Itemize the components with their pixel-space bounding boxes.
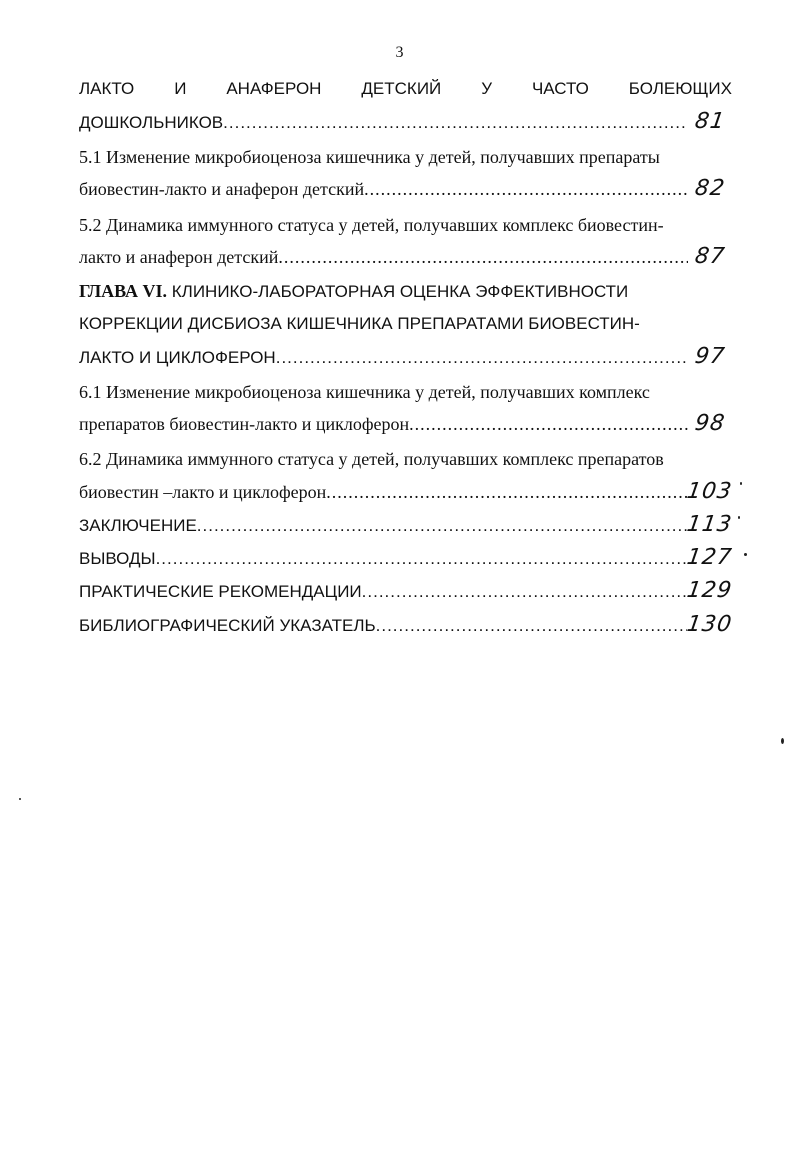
toc-entry-6-2-line1 [79, 444, 732, 474]
dot-leader [223, 108, 688, 138]
toc-entry-label: КЛИНИКО-ЛАБОРАТОРНАЯ ОЦЕНКА ЭФФЕКТИВНОСТИ [171, 282, 629, 301]
dot-leader [364, 174, 688, 204]
toc-entry-conclusion [79, 510, 732, 540]
toc-entry-label: БИБЛИОГРАФИЧЕСКИЙ УКАЗАТЕЛЬ [79, 616, 376, 635]
toc-word: ДЕТСКИЙ [361, 79, 442, 98]
toc-entry-6-1-line2 [79, 409, 732, 439]
toc-entry-chapter6-line3 [79, 342, 732, 372]
dot-leader [197, 511, 687, 541]
scan-speck [19, 798, 21, 800]
dot-leader [376, 611, 687, 641]
handwritten-page-number: 113 [685, 512, 734, 537]
scan-speck [744, 553, 747, 556]
toc-word: И [174, 79, 187, 98]
handwritten-page-number: 81 [693, 109, 727, 134]
toc-entry-label: ПРАКТИЧЕСКИЕ РЕКОМЕНДАЦИИ [79, 582, 362, 601]
toc-entry-5-1-line2 [79, 174, 732, 204]
toc-entry-recommendations [79, 576, 732, 606]
toc-word: АНАФЕРОН [226, 79, 322, 98]
toc-word: ЛАКТО [79, 79, 135, 98]
toc-word: ЧАСТО [531, 79, 589, 98]
scan-speck [740, 482, 742, 485]
scan-speck [738, 516, 740, 519]
page-number: 3 [395, 44, 404, 61]
scan-speck [781, 738, 784, 744]
toc-entry-label: 6.1 Изменение микробиоценоза кишечника у детей, получавших комплекс [79, 382, 650, 402]
toc-entry-label: препаратов биовестин-лакто и циклоферон [79, 414, 410, 434]
toc-word: БОЛЕЮЩИХ [628, 79, 732, 98]
dot-leader [362, 577, 687, 607]
handwritten-page-number: 129 [685, 578, 734, 603]
toc-entry-6-1-line1 [79, 377, 732, 407]
toc-entry-label: 5.2 Динамика иммунного статуса у детей, получавших комплекс биовестин- [79, 215, 664, 235]
handwritten-page-number: 97 [693, 344, 727, 369]
toc-entry-findings [79, 543, 732, 573]
handwritten-page-number: 98 [693, 411, 727, 436]
toc-entry-label: биовестин-лакто и анаферон детский [79, 179, 365, 199]
dot-leader [278, 242, 688, 272]
toc-entry-label: ДОШКОЛЬНИКОВ [79, 113, 224, 132]
dot-leader [156, 544, 687, 574]
handwritten-page-number: 130 [685, 612, 734, 637]
toc-entry-6-2-line2 [79, 477, 732, 507]
toc-entry-label: ЛАКТО И ЦИКЛОФЕРОН [79, 348, 276, 367]
toc-entry-label: 5.1 Изменение микробиоценоза кишечника у детей, получавших препараты [79, 147, 660, 167]
toc-entry-chapter5-line2 [79, 107, 732, 137]
toc-word: У [481, 79, 493, 98]
toc-entry-label: лакто и анаферон детский [79, 247, 279, 267]
toc-entry-5-2-line1 [79, 210, 732, 240]
toc-entry-label: КОРРЕКЦИИ ДИСБИОЗА КИШЕЧНИКА ПРЕПАРАТАМИ БИОВЕСТИН- [79, 314, 640, 333]
toc-entry-label: 6.2 Динамика иммунного статуса у детей, получавших комплекс препаратов [79, 449, 664, 469]
toc-entry-5-2-line2 [79, 242, 732, 272]
toc-entry-5-1-line1 [79, 142, 732, 172]
toc-entry-label: ВЫВОДЫ [79, 549, 156, 568]
toc-entry-chapter6-line2 [79, 309, 732, 339]
handwritten-page-number: 127 [685, 545, 734, 570]
handwritten-page-number: 103 [685, 479, 734, 504]
handwritten-page-number: 82 [693, 176, 727, 201]
toc-entry-bibliography [79, 610, 732, 640]
dot-leader [409, 409, 688, 439]
dot-leader [276, 343, 688, 373]
toc-entry-chapter5-line1 [79, 74, 732, 104]
handwritten-page-number: 87 [693, 244, 727, 269]
dot-leader [326, 477, 687, 507]
chapter-prefix: ГЛАВА VI. [79, 281, 168, 301]
toc-entry-label: биовестин –лакто и циклоферон [79, 482, 327, 502]
toc-entry-chapter6-line1 [79, 276, 732, 306]
toc-entry-label: ЗАКЛЮЧЕНИЕ [79, 516, 197, 535]
